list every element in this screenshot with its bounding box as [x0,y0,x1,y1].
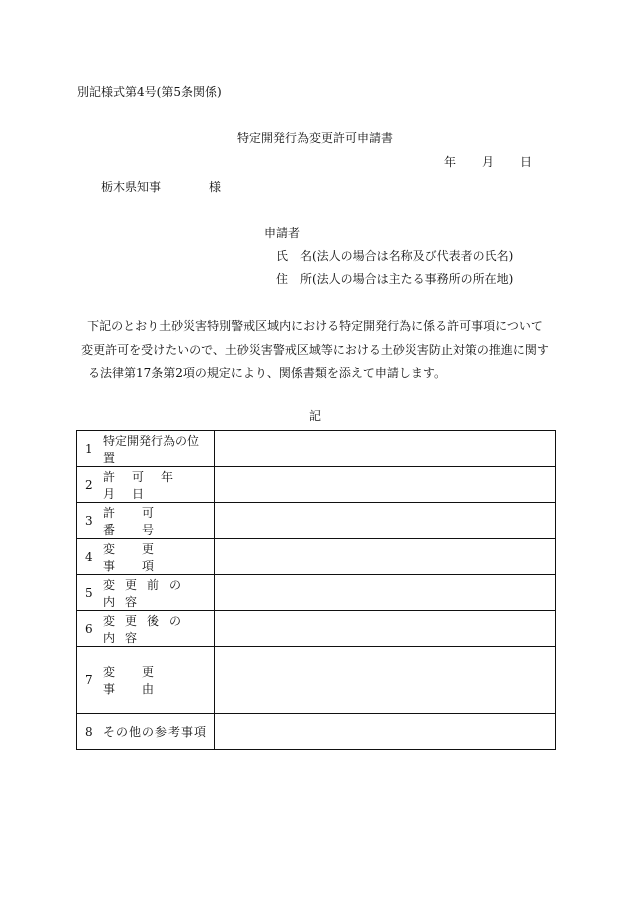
table-row [77,431,556,467]
addressee-name: 栃木県知事 [101,180,162,194]
body-text-line-3: る法律第17条第2項の規定により、関係書類を添えて申請します。 [88,366,446,380]
row-label-cell [77,575,215,611]
table-row [77,575,556,611]
row-number: 2 [85,477,93,492]
applicant-address-label: 住 所(法人の場合は主たる事務所の所在地) [276,272,514,286]
row-number: 1 [85,441,93,456]
row-label: 変更後の内容 [103,613,192,645]
table-row [77,503,556,539]
row-label-cell [77,539,215,575]
date-day-label: 日 [520,155,533,169]
row-value-cell[interactable] [215,467,556,503]
addressee [101,181,221,193]
row-number: 7 [85,673,93,687]
body-text-line-2: 変更許可を受けたいので、土砂災害警戒区域等における土砂災害防止対策の推進に関す [81,343,549,357]
row-label: 許可番号 [103,505,182,537]
row-value-cell[interactable] [215,647,556,714]
form-number: 別記様式第4号(第5条関係) [77,85,222,99]
table-row [77,467,556,503]
row-label-cell [77,647,215,714]
row-label-cell [77,467,215,503]
addressee-honorific: 様 [209,180,222,194]
row-number: 8 [85,724,93,739]
table-row [77,714,556,750]
row-value-cell[interactable] [215,575,556,611]
ki-label: 記 [308,409,321,423]
row-label-cell [77,714,215,750]
document-title: 特定開発行為変更許可申請書 [236,131,393,145]
row-value-cell[interactable] [215,611,556,647]
date-month-label: 月 [482,155,495,169]
row-number: 3 [85,513,93,528]
date-line [444,156,532,168]
row-number: 6 [85,621,93,636]
applicant-name-label: 氏 名(法人の場合は名称及び代表者の氏名) [276,249,514,263]
row-label: 変更前の内容 [103,577,192,609]
row-label-cell [77,503,215,539]
date-year-label: 年 [444,155,457,169]
row-label: その他の参考事項 [103,725,208,739]
row-number: 4 [85,549,93,564]
row-value-cell[interactable] [215,714,556,750]
table-row [77,611,556,647]
row-label: 特定開発行為の位置 [103,433,200,465]
row-value-cell[interactable] [215,431,556,467]
applicant-heading: 申請者 [264,226,301,240]
row-label-cell [77,611,215,647]
items-table [76,430,556,750]
body-text-line-1: 下記のとおり土砂災害特別警戒区域内における特定開発行為に係る許可事項について [87,319,543,333]
row-label: 変更事由 [103,665,182,696]
row-label: 変更事項 [103,541,182,573]
row-number: 5 [85,585,93,600]
row-label-cell [77,431,215,467]
table-row [77,647,556,714]
row-value-cell[interactable] [215,539,556,575]
table-row [77,539,556,575]
row-label: 許可年月日 [103,469,191,501]
row-value-cell[interactable] [215,503,556,539]
